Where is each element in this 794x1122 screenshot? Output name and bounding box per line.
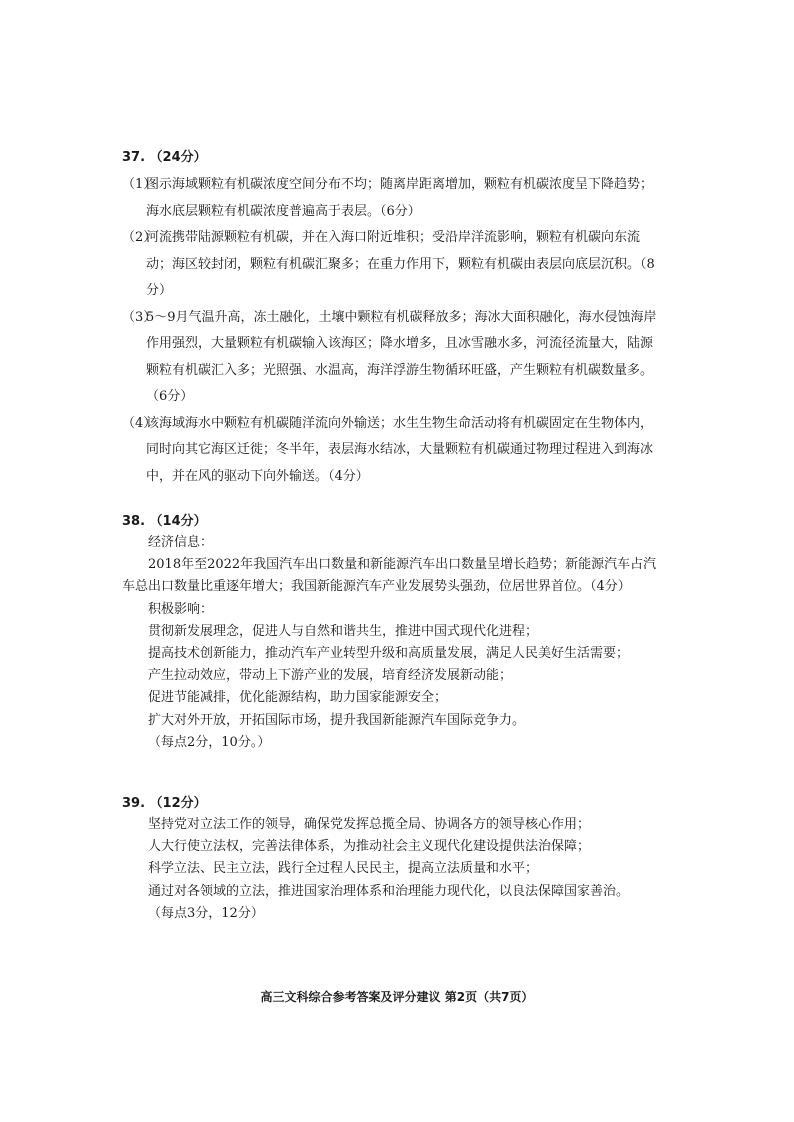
q38-economic-info-label: 经济信息： — [148, 535, 214, 550]
q39-point-1: 坚持党对立法工作的领导，确保党发挥总揽全局、协调各方的领导核心作用； — [148, 817, 591, 832]
q39-point-4: 通过对各领域的立法，推进国家治理体系和治理能力现代化，以良法保障国家善治。 — [148, 883, 630, 899]
question-37-heading: 37. （24分） — [122, 150, 207, 165]
q38-economic-info-text: 2018年至2022年我国汽车出口数量和新能源汽车出口数量呈增长趋势；新能源汽车占汽车总出口数量比重逐年增大；我国新能源汽车产业发展势头强劲，位居世界首位。（4分） — [122, 557, 657, 595]
q38-impact-5: 扩大对外开放，开拓国际市场，提升我国新能源汽车国际竞争力。 — [148, 712, 526, 728]
q39-point-3: 科学立法、民主立法，践行全过程人民民主，提高立法质量和水平； — [148, 861, 539, 877]
q37-item-3-number: （3） — [122, 309, 157, 325]
question-39-heading: 39. （12分） — [122, 796, 207, 811]
q39-point-2: 人大行使立法权，完善法律体系，为推动社会主义现代化建设提供法治保障； — [148, 839, 591, 855]
q38-impact-4: 促进节能减排，优化能源结构，助力国家能源安全； — [148, 690, 448, 706]
q39-scoring-note: （每点3分，12分） — [148, 905, 264, 921]
q38-impact-2: 提高技术创新能力，推动汽车产业转型升级和高质量发展，满足人民美好生活需要； — [148, 646, 630, 662]
q38-impact-1: 贯彻新发展理念，促进人与自然和谐共生，推进中国式现代化进程； — [148, 623, 539, 639]
q37-item-1-number: （1） — [122, 177, 157, 192]
q38-impact-label: 积极影响： — [148, 601, 214, 617]
question-38 — [122, 512, 662, 754]
q37-item-3-text: 5～9月气温升高，冻土融化，土壤中颗粒有机碳释放多；海冰大面积融化，海水侵蚀海岸作用强烈，大量颗粒有机碳输入该海区；降水增多，且冰雪融水多，河流径流量大，陆源颗粒有机碳汇入多；光照强、水温高，海洋浮游生物循环旺盛，产生颗粒有机碳数量多。（6分） — [146, 309, 657, 404]
q37-item-1 — [122, 172, 662, 225]
q38-impact-3: 产生拉动效应，带动上下游产业的发展，培育经济发展新动能； — [148, 668, 513, 684]
q37-item-3 — [122, 305, 662, 411]
q38-scoring-note: （每点2分，10分。） — [148, 734, 271, 750]
q37-item-4-number: （4） — [122, 415, 157, 431]
question-38-heading: 38. （14分） — [122, 514, 207, 529]
q37-item-4-text: 该海域海水中颗粒有机碳随洋流向外输送；水生生物生命活动将有机碳固定在生物体内，同时向其它海区迁徙；冬半年，表层海水结冰，大量颗粒有机碳通过物理过程进入到海冰中，并在风的驱动下向外输送。（4分） — [146, 415, 654, 484]
q37-item-1-text: 图示海域颗粒有机碳浓度空间分布不均；随离岸距离增加，颗粒有机碳浓度呈下降趋势；海水底层颗粒有机碳浓度普遍高于表层。（6分） — [146, 177, 654, 219]
q37-item-2-text: 河流携带陆源颗粒有机碳，并在入海口附近堆积；受沿岸洋流影响，颗粒有机碳向东流动；海区较封闭，颗粒有机碳汇聚多；在重力作用下，颗粒有机碳由表层向底层沉积。（8分） — [146, 230, 655, 298]
page-footer: 高三文科综合参考答案及评分建议 第2页（共7页） — [260, 990, 534, 1004]
question-39 — [122, 794, 662, 925]
question-37 — [122, 148, 662, 490]
q37-item-2 — [122, 225, 662, 305]
q37-item-2-number: （2） — [122, 230, 157, 245]
q37-item-4 — [122, 411, 662, 491]
